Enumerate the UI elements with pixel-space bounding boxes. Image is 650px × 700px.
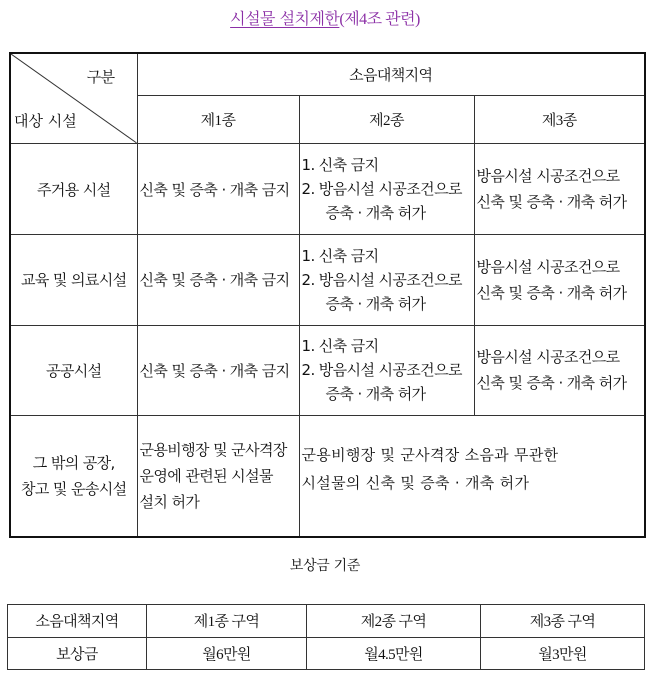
zone2-line-3: 증축 · 개축 허가 [325,204,426,223]
header-zone-1: 제1종 [137,95,299,143]
table-row [10,415,645,537]
table-row [8,637,645,670]
value-cell: 월3만원 [481,637,645,670]
header-zone-3: 제3종 [474,95,645,143]
facility-cell: 주거용 시설 [10,143,137,234]
zone2-line-1: 1. 신축 금지 [301,246,379,265]
zone2-line-2: 2. 방음시설 시공조건으로 [301,270,462,289]
compensation-caption: 보상금 기준 [289,558,361,574]
zone2-cell [299,235,474,325]
compensation-table [7,604,645,670]
zone2-line-1: 1. 신축 금지 [301,337,379,356]
facility-cell [10,415,137,537]
table-row [10,235,645,325]
zone2-line-3: 증축 · 개축 허가 [325,385,426,404]
zone1-line-2: 운영에 관련된 시설물 [139,466,273,485]
title-main: 시설물 설치제한 [230,9,340,28]
facility-line-1: 그 밖의 공장, [32,453,115,472]
facility-line-2: 창고 및 운송시설 [20,479,127,498]
table-row [8,605,645,638]
header-zone-2: 제2종 [299,95,474,143]
zone2-line-1: 1. 신축 금지 [301,156,379,175]
title-sub: (제4조 관련) [339,11,420,28]
zone2-line-2: 2. 방음시설 시공조건으로 [301,180,462,199]
zone1-line-1: 군용비행장 및 군사격장 [139,440,287,459]
header-corner-cell [10,53,137,143]
table-row [10,325,645,415]
zone23-line-2: 시설물의 신축 및 증축 · 개축 허가 [301,473,530,492]
zone3-line-1: 방음시설 시공조건으로 [476,257,620,276]
zone3-cell [474,143,645,234]
header-target: 대상 시설 [14,111,77,130]
zone3-line-1: 방음시설 시공조건으로 [476,167,620,186]
header-gubun: 구분 [86,68,115,86]
zone2-cell [299,143,474,234]
header-cell: 제1종 구역 [147,605,307,638]
zone23-cell [299,415,645,537]
zone23-line-1: 군용비행장 및 군사격장 소음과 무관한 [301,445,559,464]
header-cell: 제3종 구역 [481,605,645,638]
zone1-line-3: 설치 허가 [139,492,200,511]
zone2-line-3: 증축 · 개축 허가 [325,294,426,313]
zone2-cell [299,325,474,415]
zone3-cell [474,325,645,415]
zone1-cell: 신축 및 증축 · 개축 금지 [137,143,299,234]
zone1-cell: 신축 및 증축 · 개축 금지 [137,325,299,415]
value-cell: 월6만원 [147,637,307,670]
page-title [0,6,650,29]
zone3-line-2: 신축 및 증축 · 개축 허가 [476,374,627,393]
value-cell: 보상금 [8,637,147,670]
restriction-table [9,52,646,538]
header-zone-group: 소음대책지역 [137,53,645,95]
zone1-cell: 신축 및 증축 · 개축 금지 [137,235,299,325]
zone3-line-2: 신축 및 증축 · 개축 허가 [476,283,627,302]
header-cell: 제2종 구역 [307,605,481,638]
value-cell: 월4.5만원 [307,637,481,670]
zone1-cell [137,415,299,537]
zone3-line-2: 신축 및 증축 · 개축 허가 [476,193,627,212]
facility-cell: 교육 및 의료시설 [10,235,137,325]
zone2-line-2: 2. 방음시설 시공조건으로 [301,361,462,380]
zone3-line-1: 방음시설 시공조건으로 [476,348,620,367]
header-cell: 소음대책지역 [8,605,147,638]
facility-cell: 공공시설 [10,325,137,415]
zone3-cell [474,235,645,325]
table-row [10,143,645,234]
